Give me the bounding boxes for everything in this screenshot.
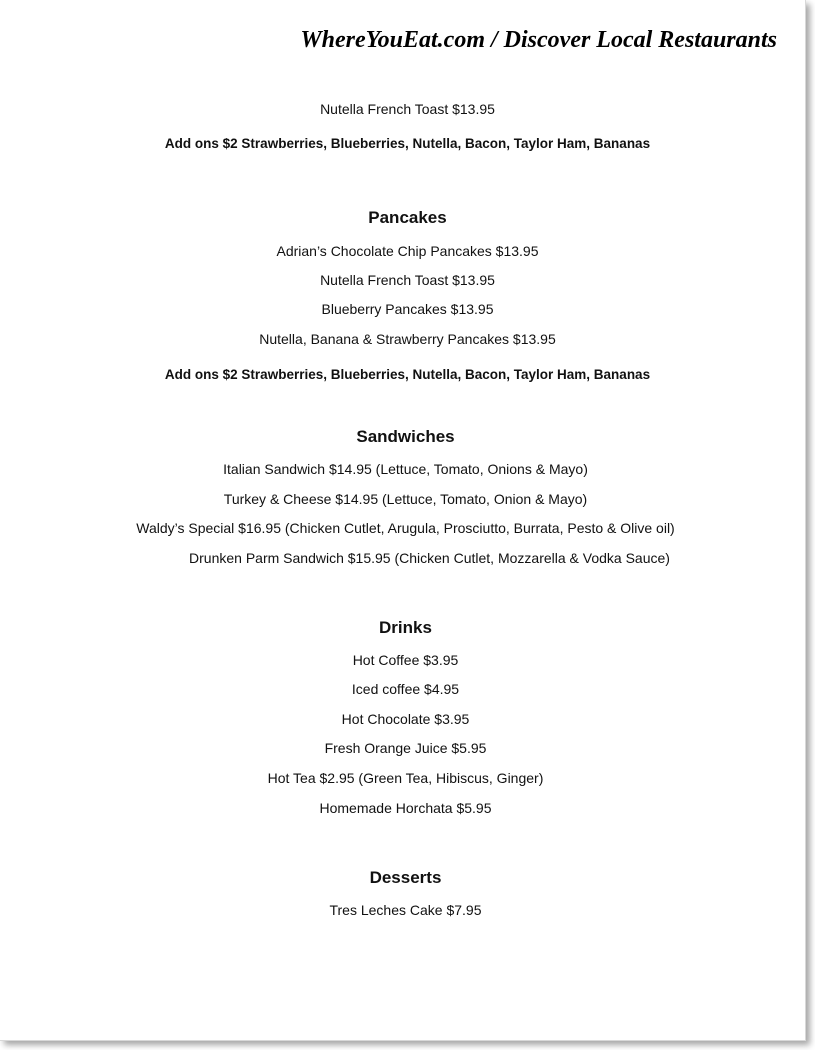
menu-item: Blueberry Pancakes $13.95 xyxy=(321,301,494,317)
section-heading-desserts: Desserts xyxy=(369,868,442,887)
menu-item: Italian Sandwich $14.95 (Lettuce, Tomato, Onions & Mayo) xyxy=(223,461,588,477)
menu-item: Drunken Parm Sandwich $15.95 (Chicken Cutlet, Mozzarella & Vodka Sauce) xyxy=(189,550,670,566)
menu-item: Hot Tea $2.95 (Green Tea, Hibiscus, Ginger) xyxy=(267,770,544,786)
menu-item: Homemade Horchata $5.95 xyxy=(319,800,492,816)
addons-note: Add ons $2 Strawberries, Blueberries, Nutella, Bacon, Taylor Ham, Bananas xyxy=(164,136,651,151)
section-heading-drinks: Drinks xyxy=(379,618,432,637)
menu-item: Hot Coffee $3.95 xyxy=(352,652,459,668)
menu-item: Tres Leches Cake $7.95 xyxy=(329,902,482,918)
menu-item: Turkey & Cheese $14.95 (Lettuce, Tomato, Onion & Mayo) xyxy=(223,491,588,507)
section-heading-pancakes: Pancakes xyxy=(368,208,447,227)
menu-item: Waldy’s Special $16.95 (Chicken Cutlet, Arugula, Prosciutto, Burrata, Pesto & Olive oil) xyxy=(136,520,675,536)
menu-item: Nutella French Toast $13.95 xyxy=(320,101,495,117)
menu-item: Iced coffee $4.95 xyxy=(351,681,460,697)
site-title: WhereYouEat.com / Discover Local Restaurants xyxy=(300,27,777,53)
menu-item: Hot Chocolate $3.95 xyxy=(341,711,470,727)
menu-item: Nutella, Banana & Strawberry Pancakes $13.95 xyxy=(259,331,556,347)
menu-item: Adrian’s Chocolate Chip Pancakes $13.95 xyxy=(276,243,539,259)
section-heading-sandwiches: Sandwiches xyxy=(356,427,455,446)
menu-item: Fresh Orange Juice $5.95 xyxy=(324,740,487,756)
addons-note: Add ons $2 Strawberries, Blueberries, Nutella, Bacon, Taylor Ham, Bananas xyxy=(164,367,651,382)
menu-item: Nutella French Toast $13.95 xyxy=(320,272,495,288)
